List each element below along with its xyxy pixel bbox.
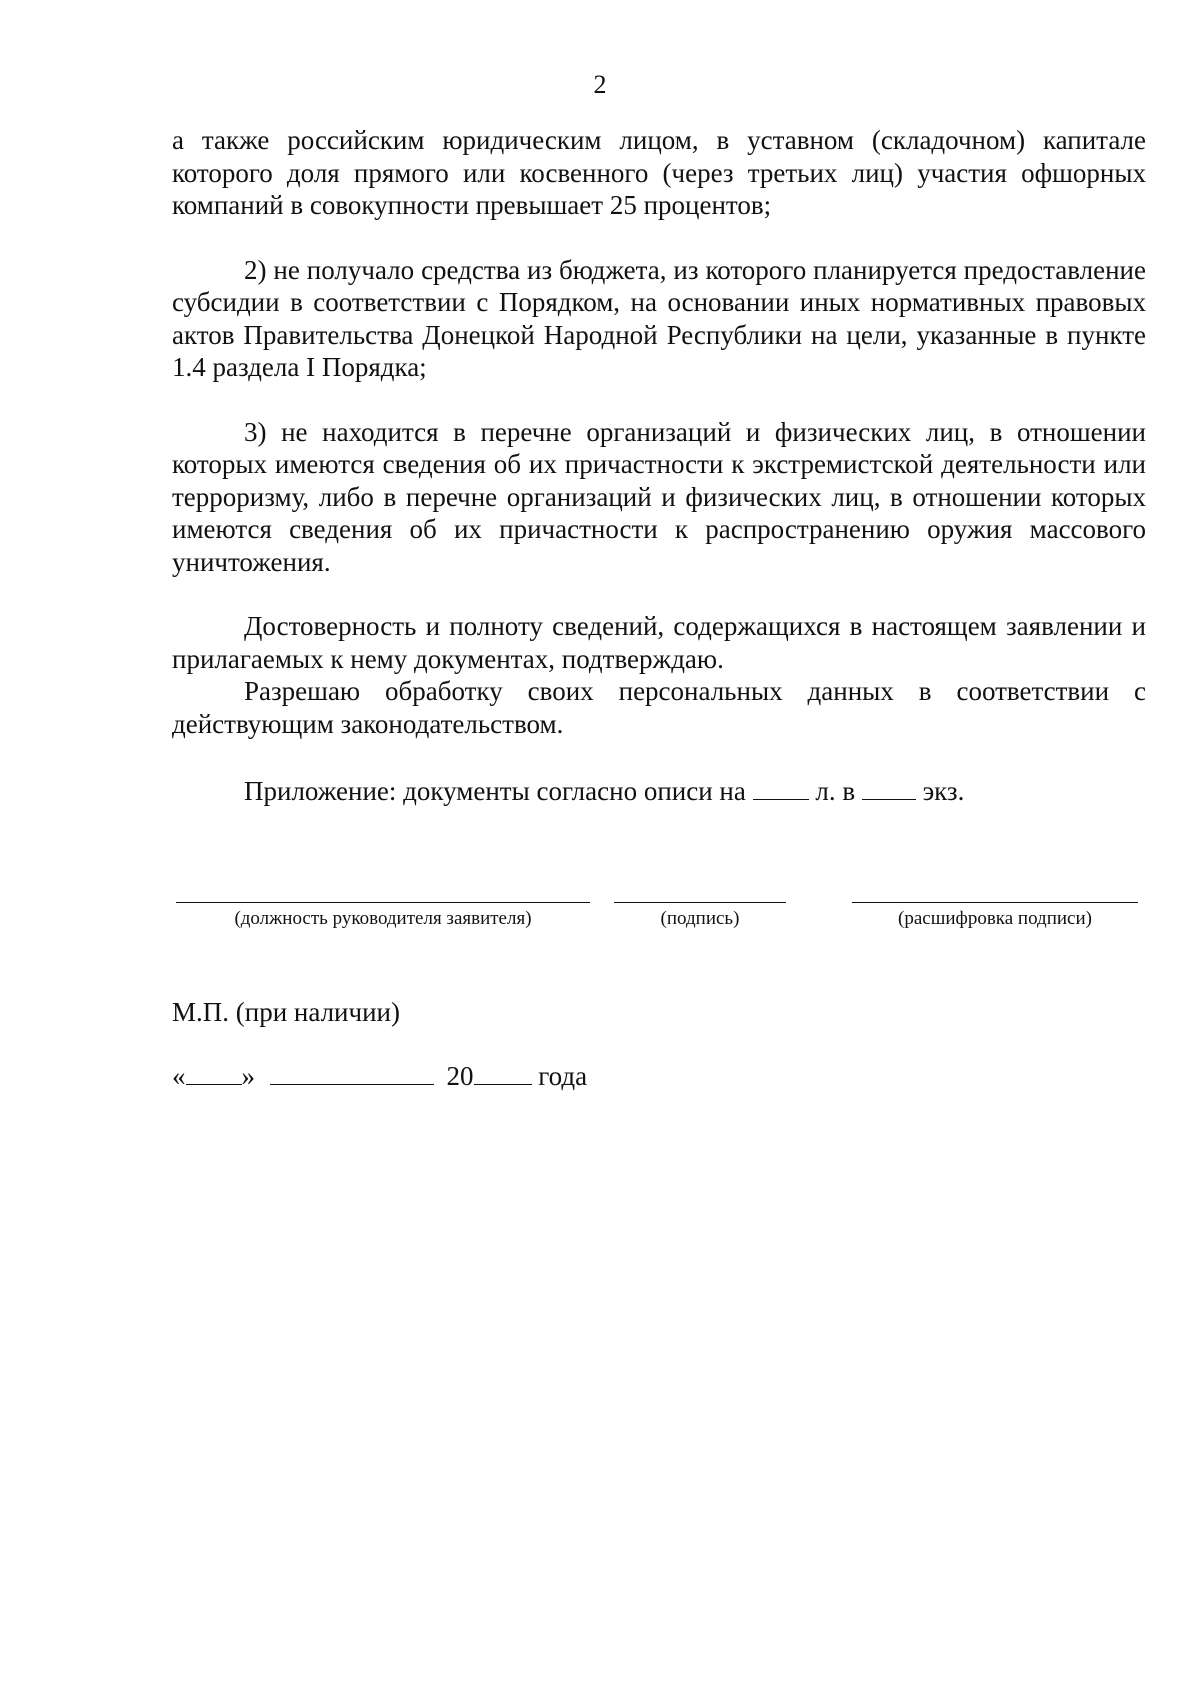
date-open-quote: « — [172, 1061, 186, 1091]
annex-line — [244, 775, 964, 807]
year-field[interactable] — [474, 1060, 532, 1085]
signature-line[interactable] — [614, 902, 786, 903]
stamp-placeholder: М.П. (при наличии) — [172, 997, 400, 1027]
document-body — [172, 124, 1146, 740]
annex-suffix: экз. — [922, 776, 965, 806]
position-caption: (должность руководителя заявителя) — [234, 908, 532, 929]
copies-count-field[interactable] — [862, 775, 916, 800]
date-century: 20 — [446, 1061, 474, 1091]
signature-caption: (подпись) — [660, 908, 740, 929]
paragraph-offshore-condition: а также российским юридическим лицом, в уставном (складочном) капитале которого доля прямого или косвенного (через третьих лиц) участия офшорных компаний в совокупности превышает 25 процентов; — [172, 125, 1146, 220]
position-signature-line[interactable] — [176, 902, 590, 903]
annex-middle: л. в — [815, 776, 856, 806]
annex-prefix: Приложение: документы согласно описи на — [244, 776, 746, 806]
paragraph-item-2: 2) не получало средства из бюджета, из которого планируется предоставление субсидии в соответствии с Порядком, на основании иных нормативных правовых актов Правительства Донецкой Народной Республики на цели, указанные в пункте 1.4 раздела I Порядка; — [172, 254, 1146, 382]
date-year-word: года — [538, 1061, 588, 1091]
date-close-quote: » — [241, 1061, 255, 1091]
paragraph-item-3: 3) не находится в перечне организаций и физических лиц, в отношении которых имеются сведения об их причастности к экстремистской деятельности или терроризму, либо в перечне организаций и физических лиц, в отношении которых имеются сведения об их причастности к распространению оружия массового уничтожения. — [172, 416, 1146, 577]
page-number: 2 — [593, 70, 607, 99]
month-field[interactable] — [270, 1060, 434, 1085]
signature-decoding-line[interactable] — [852, 902, 1138, 903]
paragraph-personal-data-consent: Разрешаю обработку своих персональных данных в соответствии с действующим законодательством. — [172, 676, 1146, 739]
paragraph-accuracy-confirmation: Достоверность и полноту сведений, содержащихся в настоящем заявлении и прилагаемых к нему документах, подтверждаю. — [172, 611, 1146, 674]
date-line — [172, 1060, 587, 1092]
decoding-caption: (расшифровка подписи) — [898, 908, 1092, 929]
day-field[interactable] — [186, 1060, 242, 1085]
sheets-count-field[interactable] — [753, 775, 809, 800]
